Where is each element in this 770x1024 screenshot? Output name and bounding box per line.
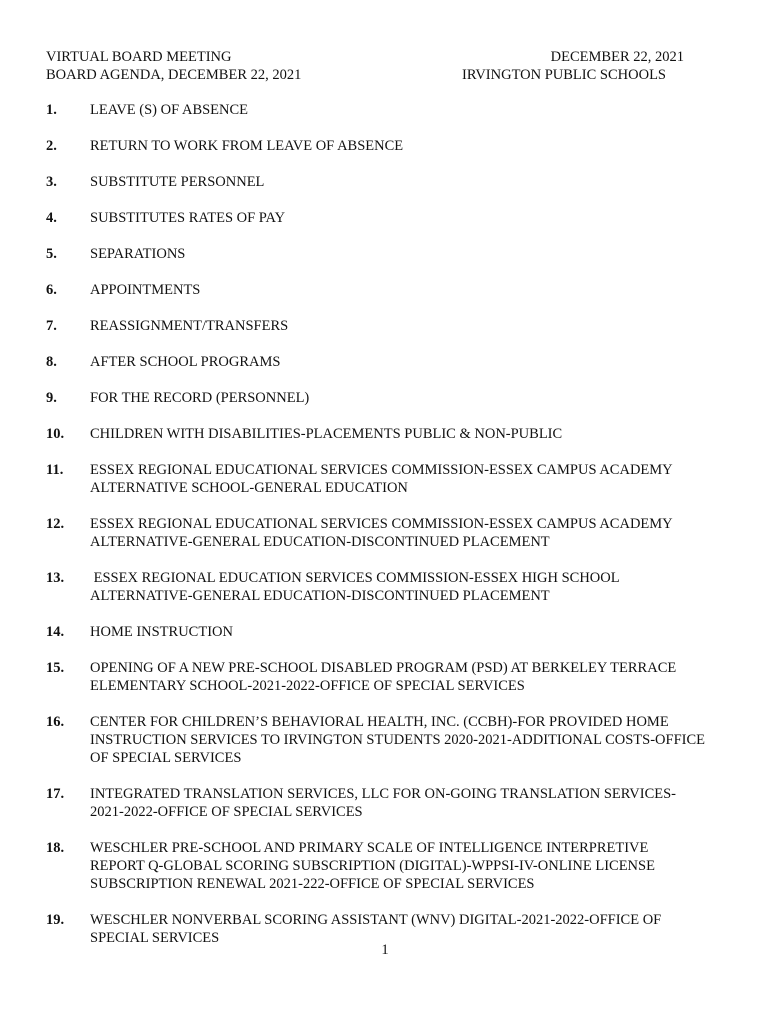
agenda-item xyxy=(46,659,706,695)
agenda-item xyxy=(46,101,706,119)
agenda-item xyxy=(46,281,706,299)
item-number: 5. xyxy=(46,246,57,262)
item-text: RETURN TO WORK FROM LEAVE OF ABSENCE xyxy=(90,138,404,154)
item-number: 14. xyxy=(46,624,65,640)
page-number: 1 xyxy=(381,942,389,958)
agenda-item xyxy=(46,209,706,227)
agenda-item xyxy=(46,353,706,371)
item-number: 15. xyxy=(46,660,65,676)
agenda-item xyxy=(46,173,706,191)
item-text: WESCHLER NONVERBAL SCORING ASSISTANT (WNV) DIGITAL-2021-2022-OFFICE OF SPECIAL SERVICES xyxy=(90,912,662,946)
item-text: WESCHLER PRE-SCHOOL AND PRIMARY SCALE OF INTELLIGENCE INTERPRETIVE REPORT Q-GLOBAL SCORING SUBSCRIPTION (DIGITAL)-WPPSI-IV-ONLINE LICENSE SUBSCRIPTION RENEWAL 2021-222-OFFICE OF SPECIAL SERVICES xyxy=(90,840,655,892)
agenda-item xyxy=(46,317,706,335)
item-text: ESSEX REGIONAL EDUCATIONAL SERVICES COMMISSION-ESSEX CAMPUS ACADEMY ALTERNATIVE-GENERAL EDUCATION-DISCONTINUED PLACEMENT xyxy=(90,516,673,550)
item-number: 13. xyxy=(46,570,65,586)
item-number: 18. xyxy=(46,840,65,856)
item-text: OPENING OF A NEW PRE-SCHOOL DISABLED PROGRAM (PSD) AT BERKELEY TERRACE ELEMENTARY SCHOOL-2021-2022-OFFICE OF SPECIAL SERVICES xyxy=(90,660,677,694)
agenda-item xyxy=(46,461,706,497)
item-number: 8. xyxy=(46,354,57,370)
meeting-title: VIRTUAL BOARD MEETING xyxy=(46,49,232,65)
agenda-item xyxy=(46,425,706,443)
header-right xyxy=(462,48,684,84)
item-number: 16. xyxy=(46,714,65,730)
item-text: SEPARATIONS xyxy=(90,246,186,262)
agenda-title: BOARD AGENDA, DECEMBER 22, 2021 xyxy=(46,67,302,83)
item-number: 6. xyxy=(46,282,57,298)
item-number: 10. xyxy=(46,426,65,442)
agenda-item xyxy=(46,785,706,821)
item-number: 1. xyxy=(46,102,57,118)
item-text: INTEGRATED TRANSLATION SERVICES, LLC FOR ON-GOING TRANSLATION SERVICES-2021-2022-OFFICE OF SPECIAL SERVICES xyxy=(90,786,677,820)
item-number: 3. xyxy=(46,174,57,190)
item-number: 17. xyxy=(46,786,65,802)
item-text: APPOINTMENTS xyxy=(90,282,201,298)
meeting-date: DECEMBER 22, 2021 xyxy=(550,49,684,65)
item-text: HOME INSTRUCTION xyxy=(90,624,233,640)
item-number: 12. xyxy=(46,516,65,532)
agenda-list xyxy=(46,101,706,947)
item-text: REASSIGNMENT/TRANSFERS xyxy=(90,318,289,334)
agenda-item xyxy=(46,389,706,407)
agenda-item xyxy=(46,839,706,893)
header-left xyxy=(46,48,301,84)
item-text: ESSEX REGIONAL EDUCATIONAL SERVICES COMMISSION-ESSEX CAMPUS ACADEMY ALTERNATIVE SCHOOL-GENERAL EDUCATION xyxy=(90,462,673,496)
agenda-item xyxy=(46,713,706,767)
item-text: AFTER SCHOOL PROGRAMS xyxy=(90,354,281,370)
agenda-item xyxy=(46,515,706,551)
item-number: 9. xyxy=(46,390,57,406)
district-name: IRVINGTON PUBLIC SCHOOLS xyxy=(461,67,666,83)
item-text: CENTER FOR CHILDREN’S BEHAVIORAL HEALTH, INC. (CCBH)-FOR PROVIDED HOME INSTRUCTION SERVICES TO IRVINGTON STUDENTS 2020-2021-ADDITIONAL COSTS-OFFICE OF SPECIAL SERVICES xyxy=(90,714,706,766)
agenda-item xyxy=(46,569,706,605)
item-text: ESSEX REGIONAL EDUCATION SERVICES COMMISSION-ESSEX HIGH SCHOOL ALTERNATIVE-GENERAL EDUCATION-DISCONTINUED PLACEMENT xyxy=(90,570,622,604)
item-number: 19. xyxy=(46,912,65,928)
item-number: 11. xyxy=(46,462,64,478)
item-text: FOR THE RECORD (PERSONNEL) xyxy=(90,390,310,406)
item-text: LEAVE (S) OF ABSENCE xyxy=(90,102,249,118)
agenda-item xyxy=(46,245,706,263)
item-text: SUBSTITUTE PERSONNEL xyxy=(90,174,265,190)
item-text: SUBSTITUTES RATES OF PAY xyxy=(90,210,286,226)
agenda-item xyxy=(46,623,706,641)
item-number: 2. xyxy=(46,138,57,154)
item-number: 7. xyxy=(46,318,57,334)
agenda-item xyxy=(46,137,706,155)
item-text: CHILDREN WITH DISABILITIES-PLACEMENTS PUBLIC & NON-PUBLIC xyxy=(90,426,563,442)
item-number: 4. xyxy=(46,210,57,226)
